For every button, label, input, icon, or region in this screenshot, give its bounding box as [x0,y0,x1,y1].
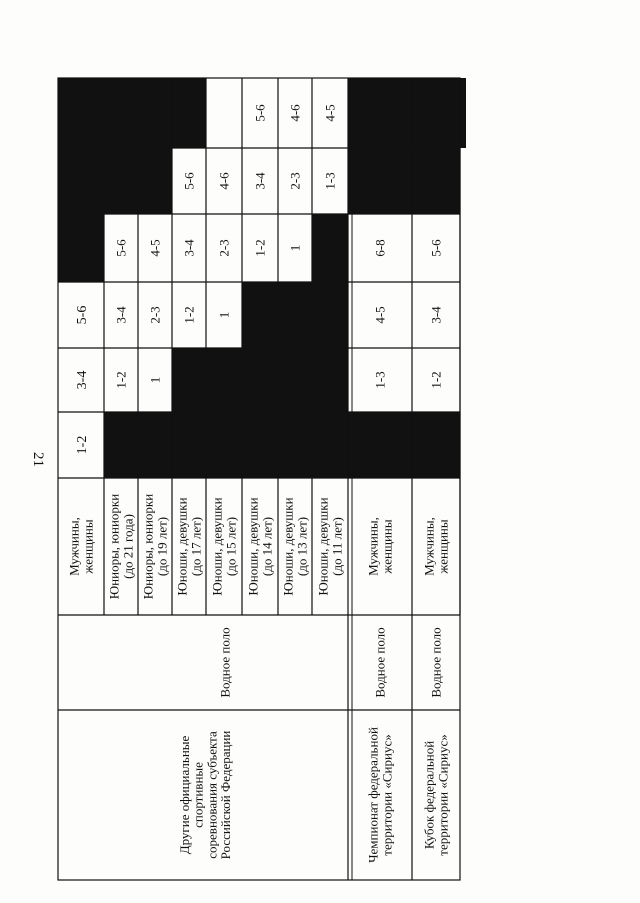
age-group-label: Юниоры, юниорки(до 21 года) [106,493,136,600]
competition-label: Кубок федеральнойтерритории «Сириус» [421,734,451,856]
age-group-label: Юноши, девушки(до 13 лет) [280,497,310,596]
rank-cell: 4-5 [147,239,163,257]
sport-label: Водное поло [217,627,233,698]
rank-cell: 1-2 [428,371,444,389]
rank-cell: 1 [216,311,232,319]
rank-cell: 3-4 [428,306,444,324]
rank-cell: 5-6 [181,172,197,190]
shaded-cell [104,412,350,478]
rank-cell: 3-4 [252,172,268,190]
shaded-cell [172,348,348,412]
shaded-cell [312,214,348,282]
rank-cell: 4-6 [287,104,303,122]
rank-cell: 3-4 [113,306,129,324]
shaded-cell [348,412,460,478]
rank-header: 5-6 [74,305,90,325]
shaded-cell [348,78,460,214]
rank-cell: 4-6 [216,172,232,190]
rank-cell: 2-3 [147,306,163,324]
shaded-cell [242,282,348,348]
rank-header: 3-4 [74,370,90,390]
sport-label: Водное поло [372,627,388,698]
empty-cell [206,78,242,148]
shaded-cell [58,214,104,282]
shaded-cell [138,148,172,214]
rank-cell: 6-8 [372,239,388,257]
age-group-label: Юниоры, юниорки(до 19 лет) [140,493,170,600]
rank-cell: 1-2 [113,371,129,389]
age-group-label: Мужчины,женщины [365,517,395,576]
rank-cell: 3-4 [181,239,197,257]
sport-label: Водное поло [428,627,444,698]
rank-header: 1-2 [74,435,90,455]
rank-cell: 2-3 [216,239,232,257]
rank-cell: 1 [287,244,303,252]
rank-cell: 1-2 [252,239,268,257]
age-group-label: Мужчины,женщины [421,517,451,576]
age-group-label: Юноши, девушки(до 17 лет) [174,497,204,596]
competition-label: Другие официальныеспортивныесоревнования субъектаРоссийской Федерации [177,730,234,860]
age-group-label: Юноши, девушки(до 14 лет) [245,497,275,596]
age-group-label: Юноши, девушки(до 11 лет) [315,497,345,596]
rank-cell: 5-6 [252,104,268,122]
rank-cell: 1-2 [181,306,197,324]
rank-cell: 5-6 [113,239,129,257]
rank-cell: 4-5 [372,306,388,324]
rank-cell: 2-3 [287,172,303,190]
rank-cell: 1-3 [372,371,388,389]
rank-cell: 1 [147,376,163,384]
rank-cell: 1-3 [322,172,338,190]
rank-cell: 5-6 [428,239,444,257]
rank-cell: 4-5 [322,104,338,122]
competition-label: Чемпионат федеральнойтерритории «Сириус» [365,727,395,863]
age-group-label: Юноши, девушки(до 15 лет) [209,497,239,596]
age-group-label: Мужчины,женщины [66,517,96,576]
page-number: 21 [30,452,46,467]
